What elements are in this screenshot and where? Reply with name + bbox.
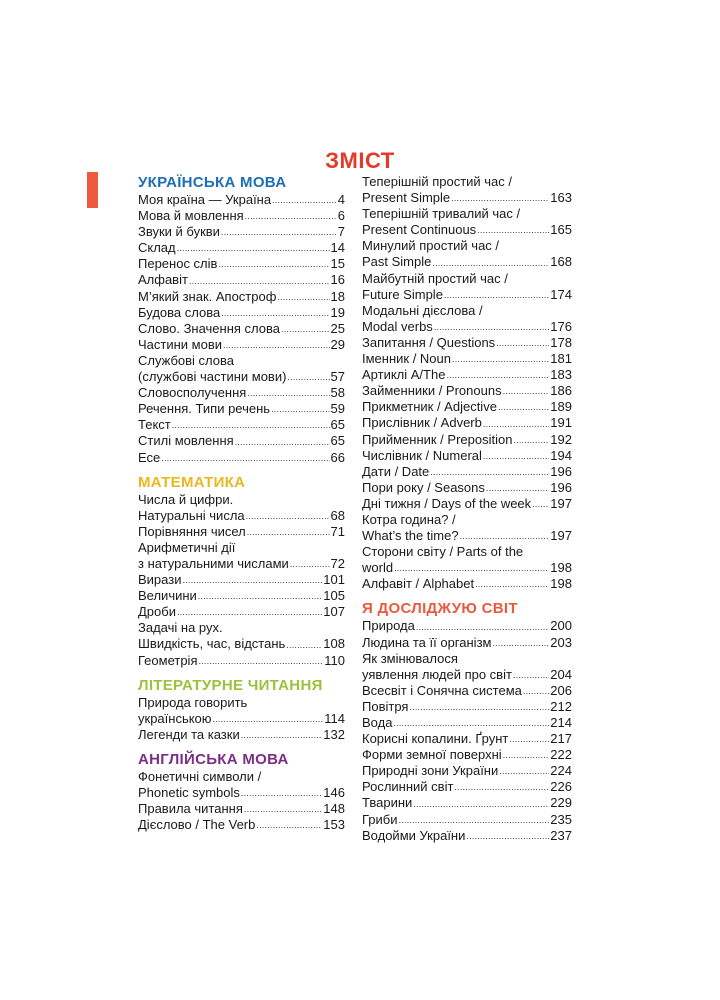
section-heading: Я ДОСЛІДЖУЮ СВІТ xyxy=(362,600,518,618)
dot-leader xyxy=(177,604,322,620)
toc-entry-label: уявлення людей про світ xyxy=(362,666,512,682)
toc-entry[interactable] xyxy=(362,399,572,415)
toc-entry-page: 200 xyxy=(550,618,572,634)
toc-entry-label: Алфавіт / Alphabet xyxy=(362,576,475,592)
toc-entry[interactable] xyxy=(138,817,345,833)
toc-entry-page: 6 xyxy=(337,208,345,224)
toc-entry-page: 183 xyxy=(550,367,572,383)
section-spacer xyxy=(138,466,345,474)
toc-entry-label: Сторони світу / Parts of the xyxy=(362,544,524,560)
toc-entry-line xyxy=(362,651,572,667)
toc-entry-page: 65 xyxy=(330,417,345,433)
section-heading: УКРАЇНСЬКА МОВА xyxy=(138,174,287,191)
toc-entry[interactable] xyxy=(362,635,572,651)
toc-entry-label: Людина та її організм xyxy=(362,634,492,650)
toc-entry-line xyxy=(138,353,345,369)
dot-leader xyxy=(223,337,330,353)
section-heading: МАТЕМАТИКА xyxy=(138,473,246,491)
toc-entry-label: Вирази xyxy=(138,572,182,588)
dot-leader xyxy=(496,335,549,351)
toc-entry[interactable] xyxy=(362,812,572,828)
dot-leader xyxy=(460,528,550,544)
toc-entry-line xyxy=(138,695,345,711)
toc-entry-label: Артиклі A/The xyxy=(362,367,446,383)
toc-entry-label: Природа xyxy=(362,618,415,634)
toc-entry-label: Арифметичні дії xyxy=(138,539,236,555)
toc-entry[interactable] xyxy=(138,321,345,337)
toc-entry[interactable] xyxy=(362,699,572,715)
toc-entry-label: Present Continuous xyxy=(362,222,477,238)
section-heading: ЛІТЕРАТУРНЕ ЧИТАННЯ xyxy=(138,676,323,694)
toc-entry-page: 19 xyxy=(330,304,345,320)
toc-entry[interactable] xyxy=(138,289,345,305)
toc-entry-page: 178 xyxy=(550,334,572,350)
toc-entry-label: Дієслово / The Verb xyxy=(138,817,256,833)
toc-entry-line xyxy=(138,540,345,556)
dot-leader xyxy=(446,367,549,383)
toc-entry-label: Прикметник / Adjective xyxy=(362,399,497,415)
dot-leader xyxy=(393,715,549,731)
toc-entry-label: Текст xyxy=(138,417,171,433)
dot-leader xyxy=(432,254,549,270)
toc-entry-page: 206 xyxy=(550,682,572,698)
dot-leader xyxy=(235,433,330,449)
toc-entry[interactable] xyxy=(362,480,572,496)
dot-leader xyxy=(182,572,322,588)
toc-entry-page: 203 xyxy=(550,634,572,650)
toc-entry[interactable] xyxy=(362,287,572,303)
toc-entry-page: 168 xyxy=(550,254,572,270)
toc-entry-page: 146 xyxy=(323,785,345,800)
section-spacer xyxy=(138,743,345,751)
toc-entry-page: 101 xyxy=(323,572,345,588)
toc-entry[interactable] xyxy=(362,576,572,592)
toc-entry-line xyxy=(362,206,572,222)
toc-entry[interactable] xyxy=(362,383,572,399)
dot-leader xyxy=(509,731,549,747)
dot-leader xyxy=(416,618,549,634)
dot-leader xyxy=(499,763,549,779)
toc-entry-page: 196 xyxy=(550,463,572,479)
toc-entry[interactable] xyxy=(362,828,572,844)
toc-entry[interactable] xyxy=(362,747,572,763)
dot-leader xyxy=(483,415,549,431)
toc-entry-line xyxy=(362,512,572,528)
toc-entry-line xyxy=(362,544,572,560)
toc-entry-page: 107 xyxy=(323,604,345,620)
toc-entry-label: Дати / Date xyxy=(362,463,430,479)
dot-leader xyxy=(247,524,330,540)
toc-entry-page: 114 xyxy=(324,710,345,726)
toc-entry-label: Природа говорить xyxy=(138,694,248,710)
dot-leader xyxy=(241,785,322,801)
toc-entry-page: 163 xyxy=(550,190,572,206)
toc-entry-page: 105 xyxy=(323,588,345,604)
toc-entry-page: 108 xyxy=(323,636,345,652)
toc-entry[interactable] xyxy=(362,667,572,683)
toc-entry[interactable] xyxy=(138,711,345,727)
dot-leader xyxy=(434,319,549,335)
dot-leader xyxy=(221,224,337,240)
dot-leader xyxy=(271,401,329,417)
dot-leader xyxy=(287,369,329,385)
toc-entry-label: Phonetic symbols xyxy=(138,785,240,800)
toc-entry-label: Пори року / Seasons xyxy=(362,479,485,495)
toc-entry-label: Іменник / Noun xyxy=(362,351,452,367)
toc-entry[interactable] xyxy=(138,801,345,817)
toc-entry[interactable] xyxy=(362,795,572,811)
toc-entry-page: 71 xyxy=(330,523,345,539)
toc-entry-page: 204 xyxy=(550,666,572,682)
dot-leader xyxy=(218,256,329,272)
toc-entry-label: Будова слова xyxy=(138,304,221,320)
toc-entry[interactable] xyxy=(362,432,572,448)
section-marker-bar xyxy=(87,172,98,208)
dot-leader xyxy=(483,448,549,464)
dot-leader xyxy=(413,795,549,811)
toc-entry-page: 181 xyxy=(550,351,572,367)
dot-leader xyxy=(486,480,549,496)
dot-leader xyxy=(290,556,330,572)
toc-entry-label: Прислівник / Adverb xyxy=(362,415,482,431)
toc-entry-label: Як змінювалося xyxy=(362,650,458,666)
toc-entry-label: Гриби xyxy=(362,811,398,827)
toc-entry-label: Прийменник / Preposition xyxy=(362,431,513,447)
toc-entry-label: Котра година? / xyxy=(362,511,456,527)
toc-entry[interactable] xyxy=(362,496,572,512)
dot-leader xyxy=(161,450,329,466)
toc-entry[interactable] xyxy=(362,779,572,795)
dot-leader xyxy=(198,653,323,669)
toc-entry-page: 72 xyxy=(330,555,345,571)
dot-leader xyxy=(244,801,322,817)
toc-entry-label: українською xyxy=(138,710,212,726)
toc-entry-page: 25 xyxy=(330,320,345,336)
toc-entry-label: Словосполучення xyxy=(138,385,247,401)
toc-entry-label: Тварини xyxy=(362,795,413,811)
toc-entry-page: 16 xyxy=(330,272,345,288)
dot-leader xyxy=(503,383,550,399)
dot-leader xyxy=(246,508,330,524)
dot-leader xyxy=(444,287,549,303)
toc-entry-label: Future Simple xyxy=(362,286,443,302)
toc-entry-page: 59 xyxy=(330,401,345,417)
toc-entry-page: 189 xyxy=(550,399,572,415)
toc-entry-label: Теперішній простий час / xyxy=(362,174,513,189)
dot-leader xyxy=(513,432,549,448)
toc-entry[interactable] xyxy=(362,367,572,383)
toc-entry-line xyxy=(362,238,572,254)
toc-entry[interactable] xyxy=(138,450,345,466)
toc-entry[interactable] xyxy=(138,401,345,417)
toc-entry[interactable] xyxy=(362,222,572,238)
toc-entry-page: 153 xyxy=(323,817,345,833)
toc-entry-page: 194 xyxy=(550,447,572,463)
dot-leader xyxy=(503,747,550,763)
toc-entry[interactable] xyxy=(138,240,345,256)
toc-entry-page: 18 xyxy=(330,288,345,304)
dot-leader xyxy=(241,727,323,743)
toc-entry-line xyxy=(138,769,345,785)
toc-entry-label: Величини xyxy=(138,588,197,604)
section-spacer xyxy=(362,592,572,600)
toc-entry-label: Речення. Типи речень xyxy=(138,401,271,417)
toc-entry-label: Вода xyxy=(362,715,393,730)
toc-entry[interactable] xyxy=(138,588,345,604)
toc-entry-page: 57 xyxy=(330,369,345,385)
dot-leader xyxy=(272,192,337,208)
toc-entry-label: Modal verbs xyxy=(362,318,433,334)
toc-entry-label: Звуки й букви xyxy=(138,224,220,240)
toc-entry[interactable] xyxy=(362,715,572,731)
toc-entry-line xyxy=(362,174,572,190)
toc-entry[interactable] xyxy=(362,528,572,544)
toc-entry-label: Всесвіт і Сонячна система xyxy=(362,682,522,698)
toc-entry-page: 66 xyxy=(330,449,345,465)
toc-entry-label: Теперішній тривалий час / xyxy=(362,206,521,222)
toc-entry-page: 197 xyxy=(550,495,572,511)
toc-entry[interactable] xyxy=(138,369,345,385)
toc-entry-page: 237 xyxy=(550,827,572,843)
toc-entry-page: 222 xyxy=(550,747,572,763)
toc-entry-label: Стилі мовлення xyxy=(138,433,234,449)
toc-entry-page: 165 xyxy=(550,222,572,238)
toc-entry-page: 68 xyxy=(330,507,345,523)
toc-entry-line xyxy=(138,620,345,636)
toc-entry-page: 65 xyxy=(330,433,345,449)
toc-entry-page: 226 xyxy=(550,779,572,795)
toc-entry[interactable] xyxy=(138,208,345,224)
toc-entry[interactable] xyxy=(362,335,572,351)
toc-entry-label: Порівняння чисел xyxy=(138,523,246,539)
dot-leader xyxy=(513,667,549,683)
dot-leader xyxy=(198,588,323,604)
toc-entry-label: Повітря xyxy=(362,698,409,714)
toc-entry-label: Фонетичні символи / xyxy=(138,768,262,784)
toc-entry-page: 29 xyxy=(330,336,345,352)
toc-entry-page: 196 xyxy=(550,479,572,495)
dot-leader xyxy=(172,417,330,433)
toc-entry-label: Натуральні числа xyxy=(138,507,245,523)
toc-entry-page: 4 xyxy=(337,192,345,207)
toc-entry-page: 235 xyxy=(550,811,572,827)
toc-entry[interactable] xyxy=(138,256,345,272)
toc-entry-label: Правила читання xyxy=(138,801,243,817)
toc-entry-label: Модальні дієслова / xyxy=(362,302,483,318)
toc-right-column xyxy=(362,174,572,844)
dot-leader xyxy=(523,683,549,699)
toc-entry-page: 174 xyxy=(550,286,572,302)
toc-entry-label: world xyxy=(362,560,394,576)
toc-entry[interactable] xyxy=(362,351,572,367)
toc-entry[interactable] xyxy=(362,319,572,335)
toc-entry-label: Дроби xyxy=(138,604,176,620)
toc-entry[interactable] xyxy=(138,433,345,449)
dot-leader xyxy=(247,385,329,401)
toc-entry-page: 192 xyxy=(550,431,572,447)
toc-entry[interactable] xyxy=(138,727,345,743)
toc-entry[interactable] xyxy=(138,785,345,801)
toc-entry[interactable] xyxy=(138,224,345,240)
toc-entry[interactable] xyxy=(362,254,572,270)
toc-entry-label: Водойми України xyxy=(362,827,466,843)
toc-entry[interactable] xyxy=(138,653,345,669)
toc-entry-label: Задачі на рух. xyxy=(138,620,223,636)
toc-entry[interactable] xyxy=(362,731,572,747)
toc-entry[interactable] xyxy=(138,636,345,652)
toc-entry[interactable] xyxy=(362,190,572,206)
toc-entry[interactable] xyxy=(138,272,345,288)
toc-entry[interactable] xyxy=(362,683,572,699)
dot-leader xyxy=(245,208,337,224)
toc-entry-page: 110 xyxy=(324,652,345,668)
section-spacer xyxy=(138,669,345,677)
toc-entry-page: 14 xyxy=(330,240,345,256)
toc-entry-label: Past Simple xyxy=(362,254,432,270)
toc-entry-page: 198 xyxy=(550,576,572,592)
toc-entry-label: Займенники / Pronouns xyxy=(362,383,502,399)
toc-entry[interactable] xyxy=(362,448,572,464)
toc-entry-page: 217 xyxy=(550,731,572,747)
toc-entry[interactable] xyxy=(138,524,345,540)
toc-entry-page: 132 xyxy=(323,726,345,742)
toc-entry-label: Числа й цифри. xyxy=(138,491,234,507)
toc-entry-page: 214 xyxy=(550,715,572,730)
toc-entry-label: М’який знак. Апостроф xyxy=(138,288,277,304)
toc-left-column xyxy=(138,174,345,833)
toc-entry-line xyxy=(362,271,572,287)
dot-leader xyxy=(451,190,549,206)
toc-entry-page: 58 xyxy=(330,385,345,401)
dot-leader xyxy=(281,321,330,337)
toc-entry[interactable] xyxy=(138,604,345,620)
toc-entry[interactable] xyxy=(138,385,345,401)
page-title: ЗМІСТ xyxy=(325,148,395,173)
dot-leader xyxy=(466,828,549,844)
toc-entry[interactable] xyxy=(362,560,572,576)
toc-entry-label: Дні тижня / Days of the week xyxy=(362,495,532,511)
toc-entry-label: Рослинний світ xyxy=(362,779,454,795)
toc-entry[interactable] xyxy=(138,337,345,353)
dot-leader xyxy=(277,289,329,305)
dot-leader xyxy=(409,699,549,715)
dot-leader xyxy=(532,496,549,512)
toc-entry-label: Моя країна — Україна xyxy=(138,192,272,207)
dot-leader xyxy=(492,635,549,651)
toc-entry-page: 229 xyxy=(550,795,572,811)
dot-leader xyxy=(189,272,330,288)
toc-entry-page: 212 xyxy=(550,698,572,714)
dot-leader xyxy=(477,222,549,238)
toc-entry-label: з натуральними числами xyxy=(138,555,289,571)
toc-entry-label: Перенос слів xyxy=(138,256,218,272)
dot-leader xyxy=(394,560,549,576)
dot-leader xyxy=(454,779,549,795)
dot-leader xyxy=(452,351,549,367)
toc-entry[interactable] xyxy=(138,305,345,321)
dot-leader xyxy=(399,812,550,828)
toc-entry-label: Геометрія xyxy=(138,652,198,668)
toc-entry-page: 197 xyxy=(550,528,572,544)
toc-entry-label: Швидкість, час, відстань xyxy=(138,636,286,652)
toc-entry-label: Алфавіт xyxy=(138,272,188,288)
toc-entry-label: Склад xyxy=(138,240,176,256)
toc-entry[interactable] xyxy=(362,763,572,779)
toc-entry[interactable] xyxy=(138,417,345,433)
toc-entry-label: Форми земної поверхні xyxy=(362,747,502,763)
dot-leader xyxy=(256,817,322,833)
dot-leader xyxy=(430,464,549,480)
toc-entry-page: 198 xyxy=(550,560,572,576)
toc-entry-label: Мова й мовлення xyxy=(138,208,244,224)
toc-entry-label: What’s the time? xyxy=(362,528,459,544)
toc-entry-label: Числівник / Numeral xyxy=(362,447,482,463)
dot-leader xyxy=(498,399,549,415)
toc-entry[interactable] xyxy=(138,192,345,208)
toc-entry-label: Present Simple xyxy=(362,190,451,206)
toc-entry-line xyxy=(138,492,345,508)
toc-entry-page: 15 xyxy=(330,256,345,272)
toc-entry-page: 224 xyxy=(550,763,572,779)
toc-entry[interactable] xyxy=(138,556,345,572)
toc-entry-label: Частини мови xyxy=(138,336,222,352)
toc-entry[interactable] xyxy=(138,572,345,588)
toc-entry-label: Службові слова xyxy=(138,352,234,368)
toc-entry-label: Корисні копалини. Ґрунт xyxy=(362,731,509,747)
toc-entry-page: 176 xyxy=(550,318,572,334)
toc-entry-label: Слово. Значення слова xyxy=(138,320,281,336)
toc-entry[interactable] xyxy=(138,508,345,524)
toc-entry-label: (службові частини мови) xyxy=(138,369,287,385)
dot-leader xyxy=(475,576,549,592)
toc-entry-page: 186 xyxy=(550,383,572,399)
toc-entry-page: 191 xyxy=(550,415,572,431)
toc-entry-label: Запитання / Questions xyxy=(362,334,496,350)
dot-leader xyxy=(286,636,322,652)
section-heading: АНГЛІЙСЬКА МОВА xyxy=(138,750,289,768)
toc-entry[interactable] xyxy=(362,618,572,634)
toc-entry-label: Минулий простий час / xyxy=(362,238,500,254)
dot-leader xyxy=(221,305,329,321)
toc-entry-label: Есе xyxy=(138,449,161,465)
toc-entry-label: Легенди та казки xyxy=(138,726,240,742)
toc-entry[interactable] xyxy=(362,464,572,480)
toc-entry-line xyxy=(362,303,572,319)
dot-leader xyxy=(177,240,330,256)
toc-entry[interactable] xyxy=(362,415,572,431)
toc-entry-page: 7 xyxy=(337,224,345,240)
dot-leader xyxy=(213,711,324,727)
toc-entry-label: Природні зони України xyxy=(362,763,499,779)
toc-entry-page: 148 xyxy=(323,801,345,817)
toc-entry-label: Майбутній простий час / xyxy=(362,270,508,286)
